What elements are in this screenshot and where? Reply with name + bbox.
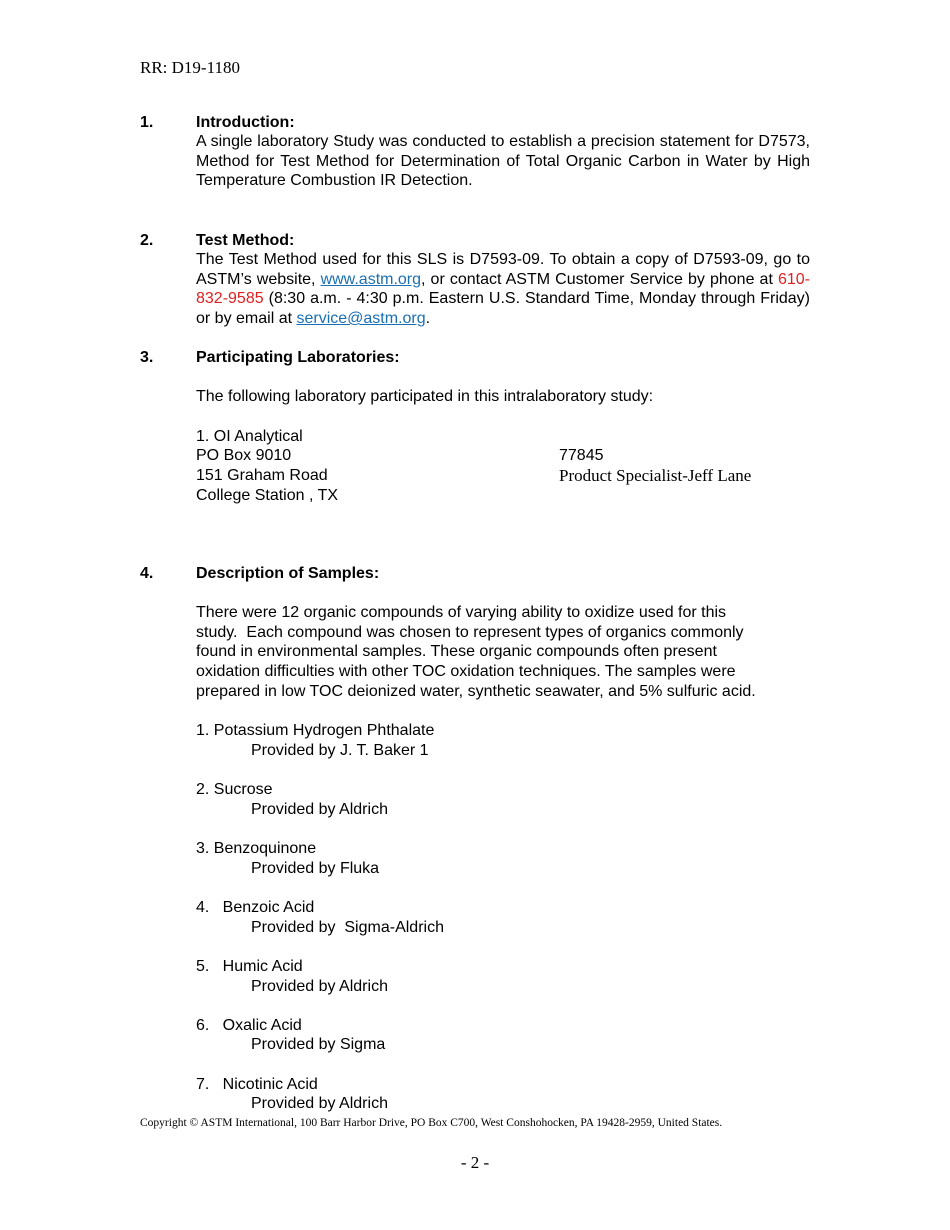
lab-address-line: College Station , TX: [196, 487, 339, 504]
text-segment: (8:30 a.m. - 4:30 p.m. Eastern U.S. Standard Time, Monday through Friday) or by email at: [196, 290, 810, 328]
copyright-footer: Copyright © ASTM International, 100 Barr Harbor Drive, PO Box C700, West Conshohocken, PA 19428-2959, United States.: [140, 1117, 723, 1129]
astm-website-link[interactable]: www.astm.org: [320, 270, 422, 288]
text-segment: The Test Method used for this SLS is D7593-09. To obtain a copy of D7593-09, go to ASTM’s website,: [196, 251, 810, 288]
section-number: 4.: [140, 565, 154, 582]
sample-name: 5. Humic Acid: [196, 958, 303, 975]
sample-name: 3. Benzoquinone: [196, 840, 317, 857]
section-number: 2.: [140, 232, 154, 249]
lab-address-line: 151 Graham Road: [196, 467, 328, 484]
section-number: 1.: [140, 114, 154, 131]
sample-provider: Provided by Sigma: [251, 1036, 386, 1053]
sample-provider: Provided by Aldrich: [251, 1095, 388, 1112]
sample-provider: Provided by Sigma-Aldrich: [251, 919, 444, 936]
samples-text-line: prepared in low TOC deionized water, synthetic seawater, and 5% sulfuric acid.: [196, 683, 756, 700]
section-title: Description of Samples:: [196, 565, 380, 582]
phone-number: 610-832-9585: [196, 270, 811, 308]
samples-text-line: found in environmental samples. These organic compounds often present: [196, 643, 717, 660]
text-segment: , or contact ASTM Customer Service by phone at: [421, 270, 778, 288]
samples-text-line: oxidation difficulties with other TOC oxidation techniques. The samples were: [196, 663, 736, 680]
section-number: 3.: [140, 349, 154, 366]
lab-zip: 77845: [559, 447, 604, 464]
section-title: Introduction:: [196, 114, 295, 131]
sample-provider: Provided by Fluka: [251, 860, 380, 877]
lab-contact: Product Specialist-Jeff Lane: [559, 466, 752, 485]
sample-provider: Provided by J. T. Baker 1: [251, 742, 429, 759]
sample-provider: Provided by Aldrich: [251, 801, 388, 818]
lab-name: 1. OI Analytical: [196, 428, 303, 445]
sample-name: 7. Nicotinic Acid: [196, 1076, 318, 1093]
service-email-link[interactable]: service@astm.org: [296, 310, 426, 328]
page-number: - 2 -: [460, 1153, 490, 1172]
test-method-text: [196, 250, 810, 329]
sample-provider: Provided by Aldrich: [251, 978, 388, 995]
text-segment: .: [425, 310, 431, 328]
sample-name: 1. Potassium Hydrogen Phthalate: [196, 722, 435, 739]
sample-name: 2. Sucrose: [196, 781, 273, 798]
section-title: Test Method:: [196, 232, 295, 249]
samples-text-line: study. Each compound was chosen to represent types of organics commonly: [196, 624, 744, 641]
section-title: Participating Laboratories:: [196, 349, 400, 366]
samples-text-line: There were 12 organic compounds of varying ability to oxidize used for this: [196, 604, 727, 621]
sample-name: 6. Oxalic Acid: [196, 1017, 302, 1034]
labs-intro-text: The following laboratory participated in this intralaboratory study:: [196, 388, 654, 405]
report-code: RR: D19-1180: [140, 58, 240, 77]
lab-address-line: PO Box 9010: [196, 447, 292, 464]
sample-name: 4. Benzoic Acid: [196, 899, 315, 916]
introduction-text: A single laboratory Study was conducted to establish a precision statement for D7573, Method for Test Method for Determination of Total Organic Carbon in Water by High Temperature Combustion IR Detection.: [196, 133, 810, 190]
